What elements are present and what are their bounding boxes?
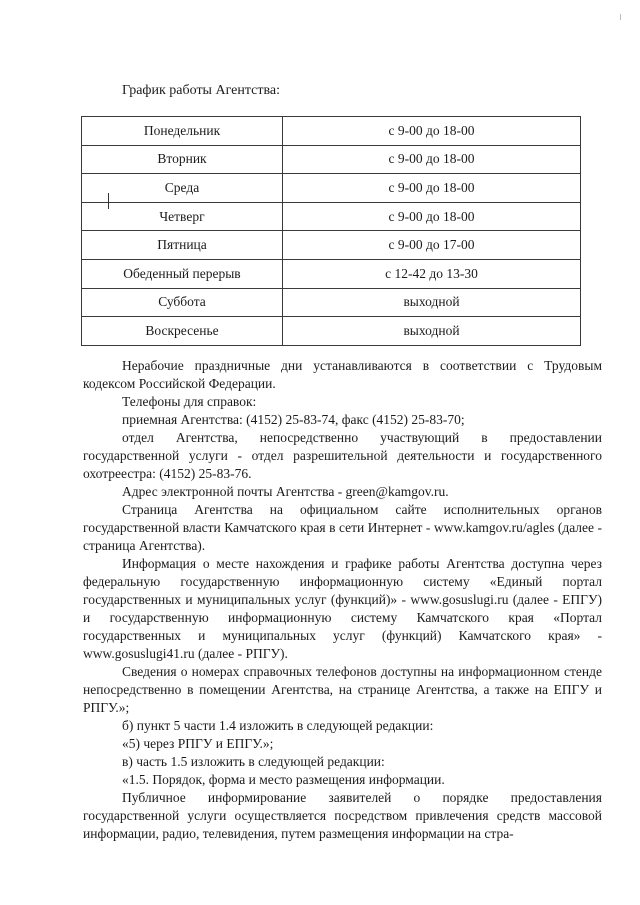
hours-cell: с 9-00 до 18-00 xyxy=(283,117,581,146)
paragraph: Сведения о номерах справочных телефонов доступны на информационном стенде непосредственно в помещении Агентства, на странице Агентства, а также на ЕПГУ и РПГУ.»; xyxy=(83,664,602,715)
table-row xyxy=(82,288,581,317)
day-cell: Среда xyxy=(82,174,283,203)
hours-cell: выходной xyxy=(283,317,581,346)
day-cell: Воскресенье xyxy=(82,317,283,346)
margin-mark xyxy=(108,193,109,209)
hours-cell: с 9-00 до 18-00 xyxy=(283,202,581,231)
body-text xyxy=(83,357,602,843)
paragraph: в) часть 1.5 изложить в следующей редакции: xyxy=(122,754,385,769)
hours-cell: с 9-00 до 17-00 xyxy=(283,231,581,260)
paragraph: отдел Агентства, непосредственно участвующий в предоставлении государственной услуги - отдел разрешительной деятельности и государственного охотреестра: (4152) 25-83-76. xyxy=(83,430,602,481)
paragraph: приемная Агентства: (4152) 25-83-74, факс (4152) 25-83-70; xyxy=(122,412,465,427)
table-row xyxy=(82,317,581,346)
scan-mark xyxy=(620,14,621,20)
day-cell: Суббота xyxy=(82,288,283,317)
hours-cell: с 9-00 до 18-00 xyxy=(283,174,581,203)
paragraph: б) пункт 5 части 1.4 изложить в следующей редакции: xyxy=(122,718,434,733)
schedule-title: График работы Агентства: xyxy=(122,83,280,98)
day-cell: Обеденный перерыв xyxy=(82,259,283,288)
paragraph: Информация о месте нахождения и графике работы Агентства доступна через федеральную государственную информационную систему «Единый портал государственных и муниципальных услуг (функций)» - www.gosuslugi.ru (далее - ЕПГУ) и государственную информационную систему Камчатского края «Портал государственных и муниципальных услуг (функций) Камчатского края» - www.gosuslugi41.ru (далее - РПГУ). xyxy=(83,556,602,661)
paragraph: Адрес электронной почты Агентства - green@kamgov.ru. xyxy=(122,484,449,499)
day-cell: Четверг xyxy=(82,202,283,231)
table-row xyxy=(82,117,581,146)
day-cell: Вторник xyxy=(82,145,283,174)
table-row xyxy=(82,145,581,174)
table-row xyxy=(82,259,581,288)
schedule-table xyxy=(81,116,581,346)
table-row xyxy=(82,202,581,231)
day-cell: Пятница xyxy=(82,231,283,260)
day-cell: Понедельник xyxy=(82,117,283,146)
hours-cell: выходной xyxy=(283,288,581,317)
table-row xyxy=(82,174,581,203)
hours-cell: с 9-00 до 18-00 xyxy=(283,145,581,174)
paragraph: «5) через РПГУ и ЕПГУ.»; xyxy=(122,736,274,751)
paragraph: Страница Агентства на официальном сайте исполнительных органов государственной власти Камчатского края в сети Интернет - www.kamgov.ru/agles (далее - страница Агентства). xyxy=(83,502,602,553)
table-row xyxy=(82,231,581,260)
hours-cell: с 12-42 до 13-30 xyxy=(283,259,581,288)
paragraph: Публичное информирование заявителей о порядке предоставления государственной услуги осуществляется посредством привлечения средств массовой информации, радио, телевидения, путем размещения информации на стра- xyxy=(83,790,602,841)
paragraph: Телефоны для справок: xyxy=(122,394,257,409)
paragraph: Нерабочие праздничные дни устанавливаются в соответствии с Трудовым кодексом Российской Федерации. xyxy=(83,358,602,391)
paragraph: «1.5. Порядок, форма и место размещения информации. xyxy=(122,772,445,787)
